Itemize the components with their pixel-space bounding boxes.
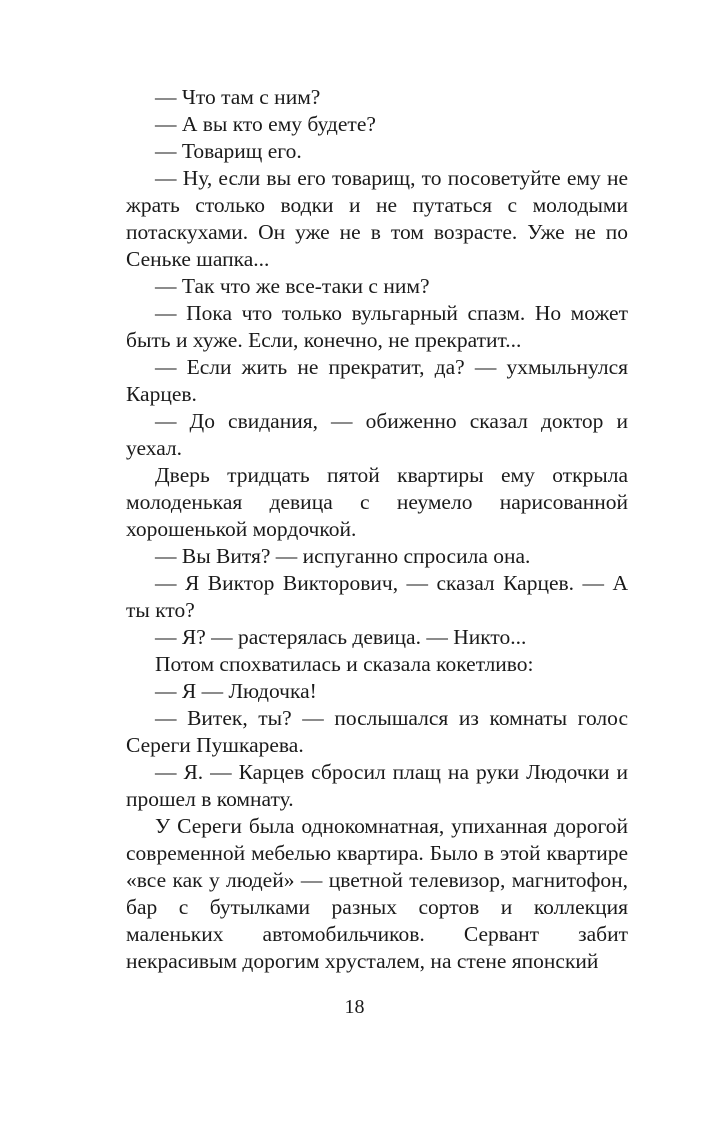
paragraph: — Я? — растерялась девица. — Никто...	[155, 625, 527, 649]
paragraph: У Сереги была однокомнатная, упиханная дорогой современной мебелью квартира. Было в этой квартире «все как у людей» — цветной телевизор, магнитофон, бар с бутылками разных сортов и коллекция маленьких автомобильчиков. Сервант забит некрасивым дорогим хрусталем, на стене японский	[126, 814, 628, 973]
paragraph: — Пока что только вульгарный спазм. Но может быть и хуже. Если, конечно, не прекратит...	[126, 301, 628, 352]
paragraph: — Витек, ты? — послышался из комнаты голос Сереги Пушкарева.	[126, 706, 628, 757]
paragraph: — Если жить не прекратит, да? — ухмыльнулся Карцев.	[126, 355, 628, 406]
paragraph: — Ну, если вы его товарищ, то посоветуйте ему не жрать столько водки и не путаться с молодыми потаскухами. Он уже не в том возрасте. Уже не по Сеньке шапка...	[126, 166, 628, 271]
paragraph: — Я. — Карцев сбросил плащ на руки Людочки и прошел в комнату.	[126, 760, 628, 811]
page-number: 18	[344, 996, 365, 1018]
paragraph: — Товарищ его.	[155, 139, 302, 163]
paragraph: Потом спохватилась и сказала кокетливо:	[155, 652, 534, 676]
page-text	[126, 84, 628, 975]
paragraph: — Я Виктор Викторович, — сказал Карцев. — А ты кто?	[126, 571, 628, 622]
paragraph: — Я — Людочка!	[155, 679, 317, 703]
paragraph: — А вы кто ему будете?	[155, 112, 376, 136]
paragraph: Дверь тридцать пятой квартиры ему открыла молоденькая девица с неумело нарисованной хорошенькой мордочкой.	[126, 463, 628, 541]
paragraph: — Что там с ним?	[155, 85, 321, 109]
paragraph: — Так что же все-таки с ним?	[155, 274, 430, 298]
paragraph: — Вы Витя? — испуганно спросила она.	[155, 544, 531, 568]
paragraph: — До свидания, — обиженно сказал доктор и уехал.	[126, 409, 628, 460]
